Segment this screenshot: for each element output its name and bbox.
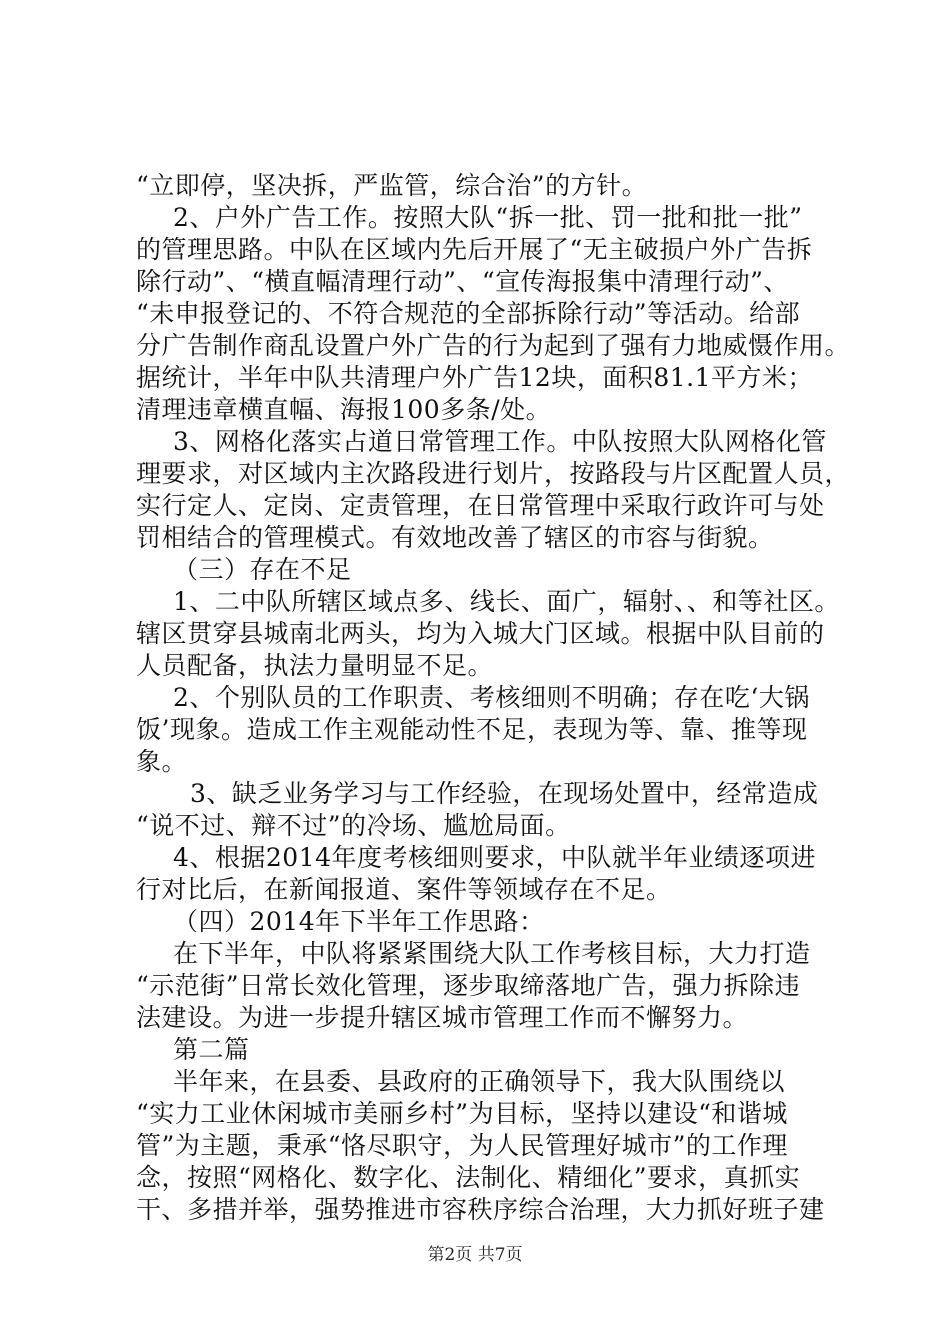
text-line: 饭’现象。造成工作主观能动性不足，表现为等、靠、推等现 bbox=[136, 715, 808, 744]
text-line: 3、网格化落实占道日常管理工作。中队按照大队网格化管 bbox=[173, 427, 827, 456]
text-line: 辖区贯穿县城南北两头，均为入城大门区域。根据中队目前的 bbox=[136, 619, 825, 648]
text-line: “说不过、辩不过”的冷场、尴尬局面。 bbox=[136, 811, 571, 840]
page-number: 第2页 共7页 bbox=[427, 1245, 523, 1265]
text-line: 实行定人、定岗、定责管理，在日常管理中采取行政许可与处 bbox=[136, 491, 825, 520]
text-line: 象。 bbox=[136, 747, 188, 776]
text-line: 念，按照“网格化、数字化、法制化、精细化”要求，真抓实 bbox=[136, 1163, 801, 1192]
text-line: 的管理思路。中队在区域内先后开展了“无主破损户外广告拆 bbox=[136, 235, 813, 264]
text-line: “示范街”日常长效化管理，逐步取缔落地广告，强力拆除违 bbox=[136, 971, 801, 1000]
text-line: 2、个别队员的工作职责、考核细则不明确；存在吃‘大锅 bbox=[173, 683, 810, 712]
text-line: “未申报登记的、不符合规范的全部拆除行动”等活动。给部 bbox=[136, 299, 801, 328]
text-line: 在下半年，中队将紧紧围绕大队工作考核目标，大力打造 bbox=[173, 939, 811, 968]
text-line: 人员配备，执法力量明显不足。 bbox=[136, 651, 494, 680]
section-heading: 第二篇 bbox=[173, 1035, 250, 1064]
text-line: “立即停，坚决拆，严监管，综合治”的方针。 bbox=[136, 171, 648, 200]
text-line: 据统计，半年中队共清理户外广告12块，面积81.1平方米； bbox=[136, 363, 813, 392]
text-line: 理要求，对区域内主次路段进行划片，按路段与片区配置人员， bbox=[136, 459, 851, 488]
text-line: 半年来，在县委、县政府的正确领导下，我大队围绕以 bbox=[173, 1067, 786, 1096]
text-line: 3、缺乏业务学习与工作经验，在现场处置中，经常造成 bbox=[190, 779, 819, 808]
text-line: “实力工业休闲城市美丽乡村”为目标，坚持以建设“和谐城 bbox=[136, 1099, 788, 1128]
text-line: 行对比后，在新闻报道、案件等领域存在不足。 bbox=[136, 875, 672, 904]
text-line: 分广告制作商乱设置户外广告的行为起到了强有力地威慑作用。 bbox=[136, 331, 851, 360]
text-line: 管”为主题，秉承“恪尽职守，为人民管理好城市”的工作理 bbox=[136, 1131, 788, 1160]
text-line: 法建设。为进一步提升辖区城市管理工作而不懈努力。 bbox=[136, 1003, 749, 1032]
text-line: 除行动”、“横直幅清理行动”、“宣传海报集中清理行动”、 bbox=[136, 267, 789, 296]
text-line: 2、户外广告工作。按照大队“拆一批、罚一批和批一批” bbox=[173, 203, 803, 232]
text-line: 1、二中队所辖区域点多、线长、面广，辐射、、和等社区。 bbox=[173, 587, 840, 616]
text-line: 清理违章横直幅、海报100多条/处。 bbox=[136, 395, 552, 424]
text-line: 干、多措并举，强势推进市容秩序综合治理，大力抓好班子建 bbox=[136, 1195, 825, 1224]
section-heading: （三）存在不足 bbox=[173, 555, 352, 584]
text-line: 4、根据2014年度考核细则要求，中队就半年业绩逐项进 bbox=[173, 843, 817, 872]
text-line: 罚相结合的管理模式。有效地改善了辖区的市容与街貌。 bbox=[136, 523, 774, 552]
section-heading: （四）2014年下半年工作思路： bbox=[173, 907, 545, 936]
